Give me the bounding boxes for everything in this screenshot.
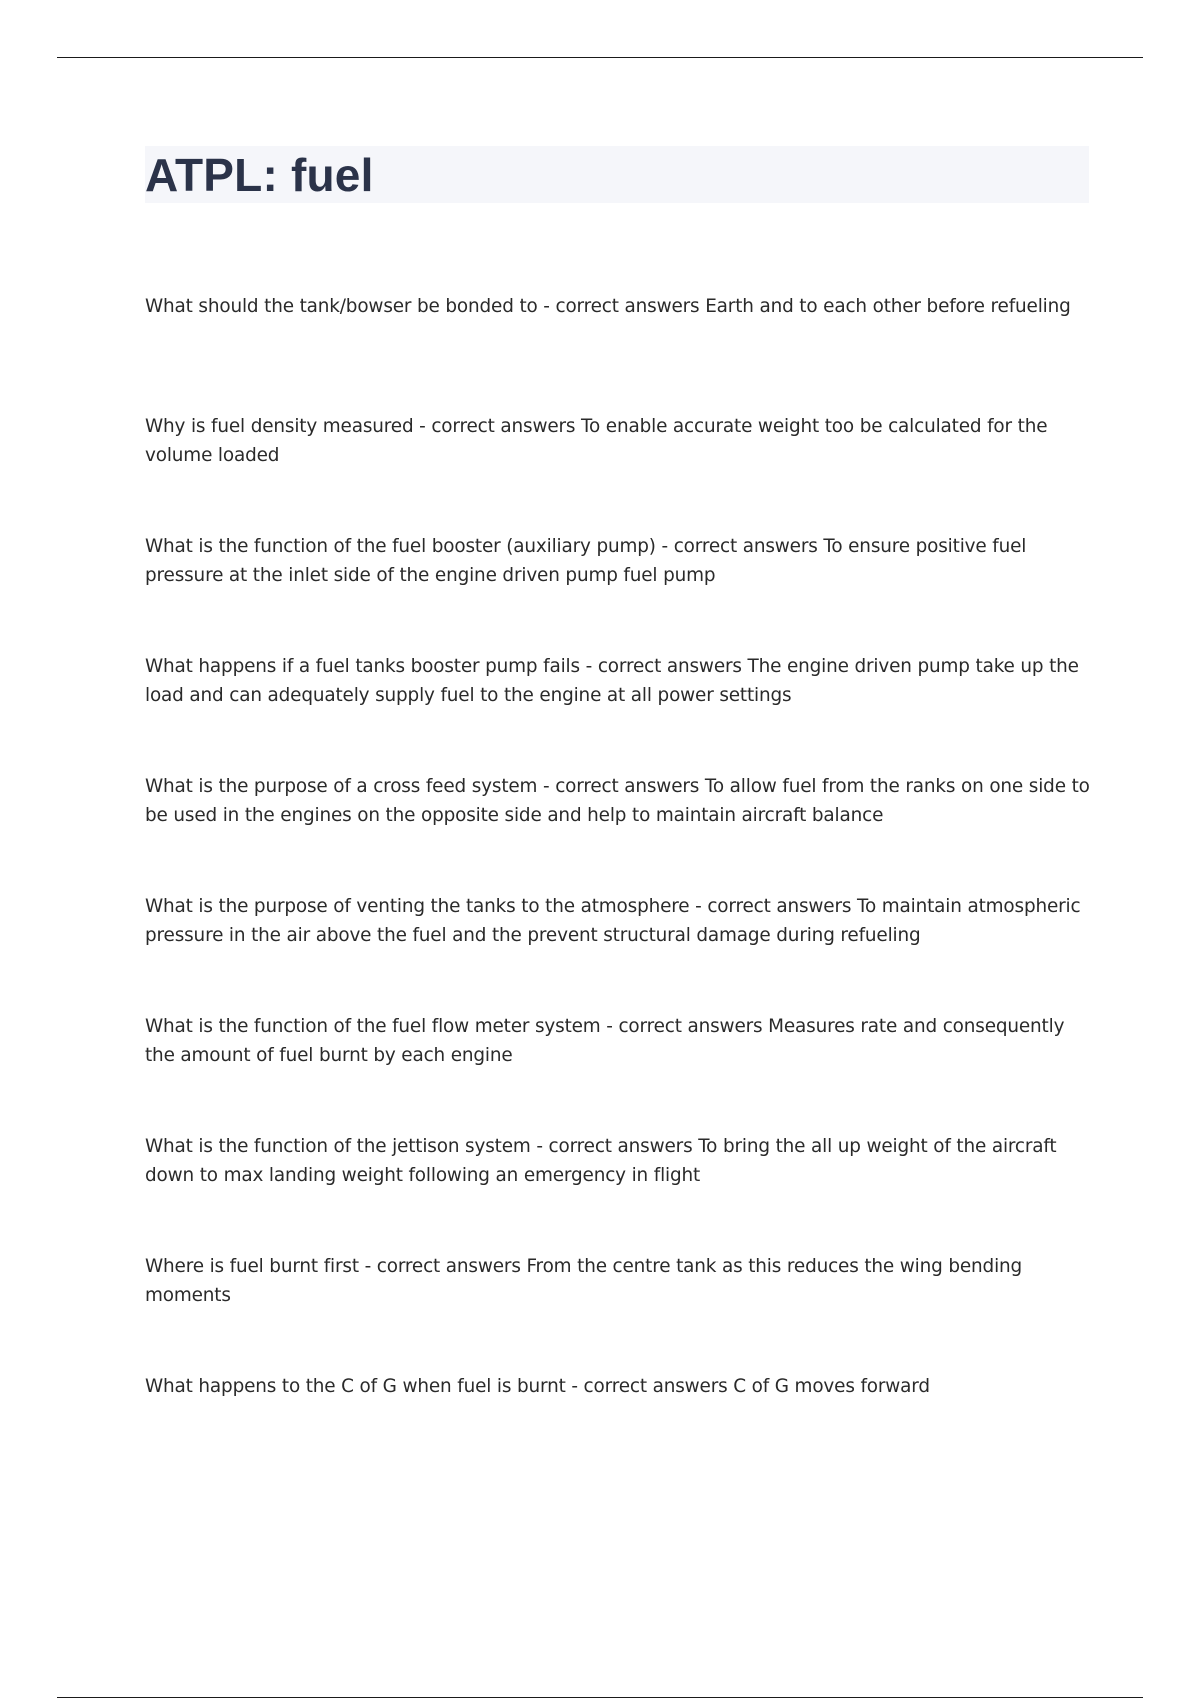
answer-text: To allow fuel from the ranks on one side to be used in the engines on the opposite side and help to maintain aircraft balance — [145, 776, 1090, 826]
answer-separator: - correct answers — [413, 416, 582, 437]
document-title: ATPL: fuel — [145, 149, 374, 201]
answer-separator: - correct answers — [537, 776, 705, 797]
answer-separator: - correct answers — [579, 656, 748, 677]
answer-text: Earth and to each other before refueling — [705, 296, 1071, 317]
question-text: What is the purpose of venting the tanks to the atmosphere — [145, 896, 690, 917]
answer-separator: - correct answers — [689, 896, 858, 917]
qa-item — [145, 652, 1095, 772]
question-text: What is the function of the jettison system — [145, 1136, 531, 1157]
qa-item — [145, 772, 1095, 892]
answer-text: C of G moves forward — [733, 1376, 930, 1397]
answer-text: The engine driven pump take up the load and can adequately supply fuel to the engine at all power settings — [145, 656, 1079, 706]
answer-separator: - correct answers — [565, 1376, 734, 1397]
answer-text: To maintain atmospheric pressure in the air above the fuel and the prevent structural damage during refueling — [145, 896, 1081, 946]
question-text: What happens to the C of G when fuel is burnt — [145, 1376, 566, 1397]
qa-item — [145, 1132, 1095, 1252]
top-divider — [57, 57, 1143, 58]
qa-item — [145, 292, 1095, 412]
answer-text: From the centre tank as this reduces the wing bending moments — [145, 1256, 1023, 1306]
answer-text: To bring the all up weight of the aircraft down to max landing weight following an emergency in flight — [145, 1136, 1057, 1186]
question-text: What is the function of the fuel booster (auxiliary pump) — [145, 536, 656, 557]
qa-item — [145, 532, 1095, 652]
question-text: Why is fuel density measured — [145, 416, 414, 437]
bottom-divider — [57, 1697, 1143, 1698]
answer-separator: - correct answers — [358, 1256, 527, 1277]
question-text: What happens if a fuel tanks booster pump fails — [145, 656, 580, 677]
question-text: What is the function of the fuel flow meter system — [145, 1016, 601, 1037]
qa-item — [145, 1372, 1095, 1492]
question-text: Where is fuel burnt first — [145, 1256, 359, 1277]
question-text: What should the tank/bowser be bonded to — [145, 296, 538, 317]
question-text: What is the purpose of a cross feed system — [145, 776, 538, 797]
answer-text: Measures rate and consequently the amount of fuel burnt by each engine — [145, 1016, 1065, 1066]
qa-item — [145, 1012, 1095, 1132]
answer-text: To ensure positive fuel pressure at the inlet side of the engine driven pump fuel pump — [145, 536, 1027, 586]
answer-separator: - correct answers — [655, 536, 824, 557]
qa-item — [145, 1252, 1095, 1372]
answer-separator: - correct answers — [537, 296, 706, 317]
answer-text: To enable accurate weight too be calculated for the volume loaded — [145, 416, 1048, 466]
qa-item — [145, 412, 1095, 532]
qa-item — [145, 892, 1095, 1012]
title-banner — [145, 146, 1089, 203]
answer-separator: - correct answers — [600, 1016, 769, 1037]
answer-separator: - correct answers — [530, 1136, 699, 1157]
qa-list — [145, 292, 1095, 1492]
